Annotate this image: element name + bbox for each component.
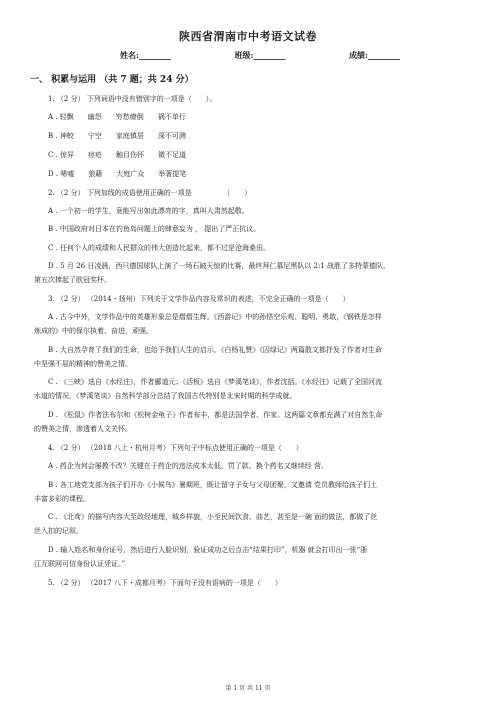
answer-option: D . 《松鼠》作者法布尔和《松树金龟子》作者布丰，都是法国学者、作家。这两篇文章都充满了对自然生命 [48,411,383,419]
answer-option: C . 《北鸢》的描写内容大至政经地理，城乡样貌，小至民间饮食、曲艺，甚至是一碗 面的做法，都做了丝 [48,513,378,521]
question-stem: 4. （2 分） （2018 八上・杭州月考）下列句子中标点使用正确的一项是（ ） [48,444,303,452]
question-continuation: 炼成的》中的保尔执着、奋进、顽强。 [34,327,153,335]
answer-option: C . 惊异 痉疮 触目伤怀 微不足道 [48,151,187,159]
answer-option: A . 一个初一的学生，竟能写出如此漂亮的字，真叫人肃然起敬。 [48,207,249,215]
question-continuation: 第五次捧起了欧冠奖杯。 [34,276,111,284]
answer-option: D . 唏嘘 狼藉 大庭广众 举著提笔 [48,170,187,178]
answer-option: A . 药企为何会屡教不改？关键在于药企的违法成本太低，罚了款、换个药名又继续经 营。 [48,462,328,470]
name-field-label: 姓名:________ [120,50,171,60]
answer-option: C . 任何个人的成绩和人民群众的伟大创造比起来，都不过是沧海桑田。 [48,244,271,252]
question-continuation: 江互联网可信身份认证凭证。” [34,560,126,568]
answer-option: B . 中国政府对日本在钓鱼岛问题上的肆意妄为 ， 提出了严正抗议。 [48,225,261,233]
question-continuation: 的赞美之情，渗透着人文关怀。 [34,425,132,433]
class-field-label: 班级:________ [234,50,286,60]
question-stem: 1. （2 分） 下列词语中没有错别字的一项是（ ）。 [48,95,217,103]
answer-option: B . 各工地党支部为孩子们开办《小候鸟》暑期班，既让留守子女与父母团聚，又邀请 党员教师给孩子们上 [48,481,378,489]
answer-option: B . 大自然孕育了我们的生命，也给予我们人生的启示。《白杨礼赞》《囚绿记》两篇散文都抒发了作者对生命 [48,346,382,354]
question-continuation: 中坚强不屈的精神的赞美之情。 [34,360,132,368]
question-stem: 3. （2 分） （2014・扬州）下列关于文学作品内容及常识的表述，不完全正确的一项是（ ） [48,295,350,303]
answer-option: D . 5 月 26 日凌晨，西只德国球队上演了一场石破天惊的比赛，最终拜仁慕尼黑队以 2:1 战胜了多特蒙德队， [48,262,391,270]
question-continuation: 水道的情况，《梦溪笔谈》自然科学部分总结了我国古代特别是北宋时期的科学成就。 [34,392,297,400]
student-info-row [120,50,400,61]
section-heading: 一、 积累与运用 （共 7 题；共 24 分） [30,75,194,85]
answer-option: A . 古今中外，文学作品中的英雄形象总是熠熠生辉。《西游记》中的孙悟空乐观、聪明、勇敢，《钢铁是怎样 [48,313,382,321]
page-footer: 第 1 页 共 11 页 [225,685,271,692]
question-continuation: 丰富多彩的课程。 [34,495,90,503]
answer-option: D . 输入姓名和身份证号，然后进行人脸识别，验证成功之后点击“结果打印”，机器 就会打印出一张“浙 [48,546,368,554]
score-field-label: 成绩:________ [349,50,400,60]
question-stem: 5. （2 分） （2017 八下・成都月考）下面句子没有语病的一项是（ ） [48,579,282,587]
answer-option: B . 神蛟 宁空 家庭镇居 深不可测 [48,132,186,140]
answer-option: A . 轻飘 幽怨 穷愁缭倒 祸不单行 [48,113,186,121]
question-stem: 2. （2 分） 下列加线的成语使用正确的一项是 （ ） [48,189,252,197]
question-continuation: 丝入扣的记叙。 [34,527,83,535]
page-title: 陕西省渭南市中考语文试卷 [179,30,317,43]
answer-option: C . 《三峡》选自《水经注》，作者郦道元；《活板》选自《梦溪笔谈》，作者沈括。《水经注》记载了全国河流 [48,378,383,386]
